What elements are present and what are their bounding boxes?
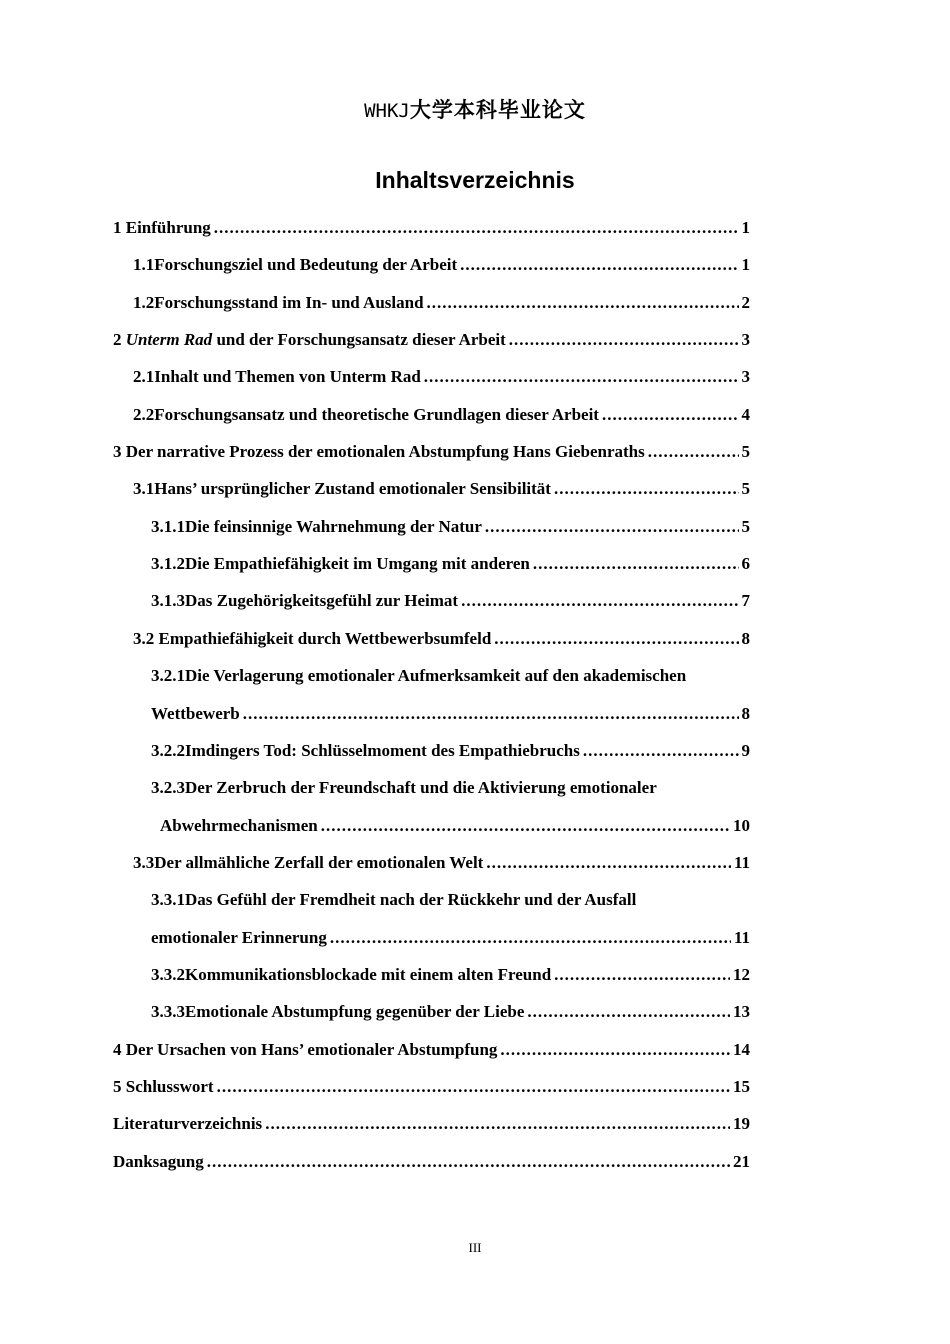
toc-entry-1[interactable]	[113, 214, 750, 242]
toc-entry-1-1[interactable]	[133, 251, 750, 279]
leader-dots	[485, 513, 739, 541]
leader-dots	[217, 1073, 730, 1101]
toc-entry-label: 1.1Forschungsziel und Bedeutung der Arbeit	[133, 255, 458, 274]
toc-entry-label: Danksagung	[113, 1152, 204, 1171]
header-thesis-label: 大学本科毕业论文	[409, 98, 586, 122]
toc-entry-3-3[interactable]	[133, 849, 750, 877]
leader-dots	[554, 961, 730, 989]
toc-entry-3-1-2[interactable]	[151, 550, 750, 578]
toc-entry-label: 3.1.1Die feinsinnige Wahrnehmung der Natur	[151, 517, 482, 536]
leader-dots	[554, 475, 739, 503]
page-number-footer: III	[468, 1240, 482, 1255]
leader-dots	[243, 700, 739, 728]
leader-dots	[214, 214, 739, 242]
toc-page-number: 10	[733, 816, 750, 835]
leader-dots	[533, 550, 739, 578]
toc-entry-3-2-1-line2[interactable]	[151, 700, 750, 728]
leader-dots	[265, 1110, 730, 1138]
toc-entry-3-1-3[interactable]	[151, 587, 750, 615]
toc-entry-label: 3.3.3Emotionale Abstumpfung gegenüber der Liebe	[151, 1002, 525, 1021]
toc-page-number: 3	[741, 330, 750, 349]
toc-entry-3-3-1-line1[interactable]	[151, 886, 750, 914]
page-title: Inhaltsverzeichnis	[375, 167, 575, 193]
toc-page-number: 8	[741, 704, 750, 723]
toc-entry-label: 1 Einführung	[113, 218, 211, 237]
toc-page-number: 4	[741, 405, 750, 424]
toc-page-number: 5	[741, 517, 750, 536]
toc-page-number: 6	[741, 554, 750, 573]
toc-entry-label: 3.1Hans’ ursprünglicher Zustand emotionaler Sensibilität	[133, 479, 551, 498]
toc-page-number: 3	[741, 367, 750, 386]
toc-entry-label: 3.2.1Die Verlagerung emotionaler Aufmerksamkeit auf den akademischen	[151, 666, 687, 685]
toc-entry-3[interactable]	[113, 438, 750, 466]
toc-page-number: 14	[733, 1040, 750, 1059]
toc-entry-3-3-3[interactable]	[151, 998, 750, 1026]
toc-page-number: 19	[733, 1114, 750, 1133]
toc-entry-2[interactable]	[113, 326, 750, 354]
toc-entry-2-1[interactable]	[133, 363, 750, 391]
toc-entry-label: Wettbewerb	[151, 704, 240, 723]
toc-entry-3-2-1-line1[interactable]	[151, 662, 761, 690]
toc-page-number: 8	[741, 629, 750, 648]
toc-entry-label: 1.2Forschungsstand im In- und Ausland	[133, 293, 424, 312]
toc-page-number: 1	[741, 255, 750, 274]
toc-page-number: 21	[733, 1152, 750, 1171]
toc-entry-3-3-2[interactable]	[151, 961, 750, 989]
toc-entry-label: 3.2 Empathiefähigkeit durch Wettbewerbsumfeld	[133, 629, 492, 648]
toc-entry-3-2-3-line2[interactable]	[160, 812, 750, 840]
toc-entry-label: Literaturverzeichnis	[113, 1114, 263, 1133]
leader-dots	[427, 289, 739, 317]
toc-entry-label: 3.3.1Das Gefühl der Fremdheit nach der Rückkehr und der Ausfall	[151, 890, 637, 909]
toc-entry-italic-title: Unterm Rad	[125, 330, 213, 349]
toc-page-number: 5	[741, 479, 750, 498]
leader-dots	[461, 587, 738, 615]
toc-entry-label	[113, 326, 506, 354]
toc-page-number: 15	[733, 1077, 750, 1096]
toc-entry-danksagung[interactable]	[113, 1148, 750, 1176]
toc-page-number: 7	[741, 591, 750, 610]
leader-dots	[321, 812, 730, 840]
leader-dots	[583, 737, 739, 765]
toc-entry-label: emotionaler Erinnerung	[151, 928, 327, 947]
toc-page-number: 11	[733, 853, 750, 872]
toc-entry-1-2[interactable]	[133, 289, 750, 317]
toc-page-number: 13	[733, 1002, 750, 1021]
running-header	[0, 94, 950, 124]
toc-entry-label: Abwehrmechanismen	[160, 816, 318, 835]
toc-entry-label: 3.1.3Das Zugehörigkeitsgefühl zur Heimat	[151, 591, 459, 610]
leader-dots	[460, 251, 738, 279]
toc-entry-4[interactable]	[113, 1036, 750, 1064]
toc-entry-3-2-2[interactable]	[151, 737, 750, 765]
toc-page-number: 2	[741, 293, 750, 312]
toc-entry-3-1[interactable]	[133, 475, 750, 503]
leader-dots	[494, 625, 738, 653]
toc-entry-label: 3.2.2Imdingers Tod: Schlüsselmoment des Empathiebruchs	[151, 741, 580, 760]
toc-entry-3-2[interactable]	[133, 625, 750, 653]
leader-dots	[509, 326, 739, 354]
leader-dots	[602, 401, 739, 429]
toc-page-number: 5	[741, 442, 750, 461]
toc-entry-label: 3.2.3Der Zerbruch der Freundschaft und die Aktivierung emotionaler	[151, 778, 657, 797]
toc-entry-label: 3.3Der allmähliche Zerfall der emotionalen Welt	[133, 853, 484, 872]
leader-dots	[486, 849, 731, 877]
leader-dots	[330, 924, 731, 952]
toc-entry-label: 3.1.2Die Empathiefähigkeit im Umgang mit anderen	[151, 554, 530, 573]
toc-entry-label: 2.1Inhalt und Themen von Unterm Rad	[133, 367, 421, 386]
toc-entry-3-1-1[interactable]	[151, 513, 750, 541]
leader-dots	[207, 1148, 730, 1176]
toc-page-number: 9	[741, 741, 750, 760]
toc-page-number: 11	[733, 928, 750, 947]
toc-entry-label: 3.3.2Kommunikationsblockade mit einem alten Freund	[151, 965, 552, 984]
header-university-code: WHKJ	[364, 100, 410, 122]
toc-entry-rest: und der Forschungsansatz dieser Arbeit	[212, 330, 506, 349]
toc-entry-3-2-3-line1[interactable]	[151, 774, 750, 802]
toc-entry-label: 5 Schlusswort	[113, 1077, 214, 1096]
toc-entry-5[interactable]	[113, 1073, 750, 1101]
toc-page-number: 12	[733, 965, 750, 984]
toc-entry-label: 3 Der narrative Prozess der emotionalen Abstumpfung Hans Giebenraths	[113, 442, 645, 461]
toc-entry-label: 2.2Forschungsansatz und theoretische Grundlagen dieser Arbeit	[133, 405, 599, 424]
toc-page-number: 1	[741, 218, 750, 237]
leader-dots	[527, 998, 730, 1026]
toc-entry-label: 4 Der Ursachen von Hans’ emotionaler Abstumpfung	[113, 1040, 498, 1059]
toc-entry-prefix: 2	[113, 330, 126, 349]
toc-entry-literaturverzeichnis[interactable]	[113, 1110, 750, 1138]
leader-dots	[424, 363, 739, 391]
toc-entry-2-2[interactable]	[133, 401, 750, 429]
leader-dots	[500, 1036, 730, 1064]
toc-entry-3-3-1-line2[interactable]	[151, 924, 750, 952]
leader-dots	[648, 438, 739, 466]
